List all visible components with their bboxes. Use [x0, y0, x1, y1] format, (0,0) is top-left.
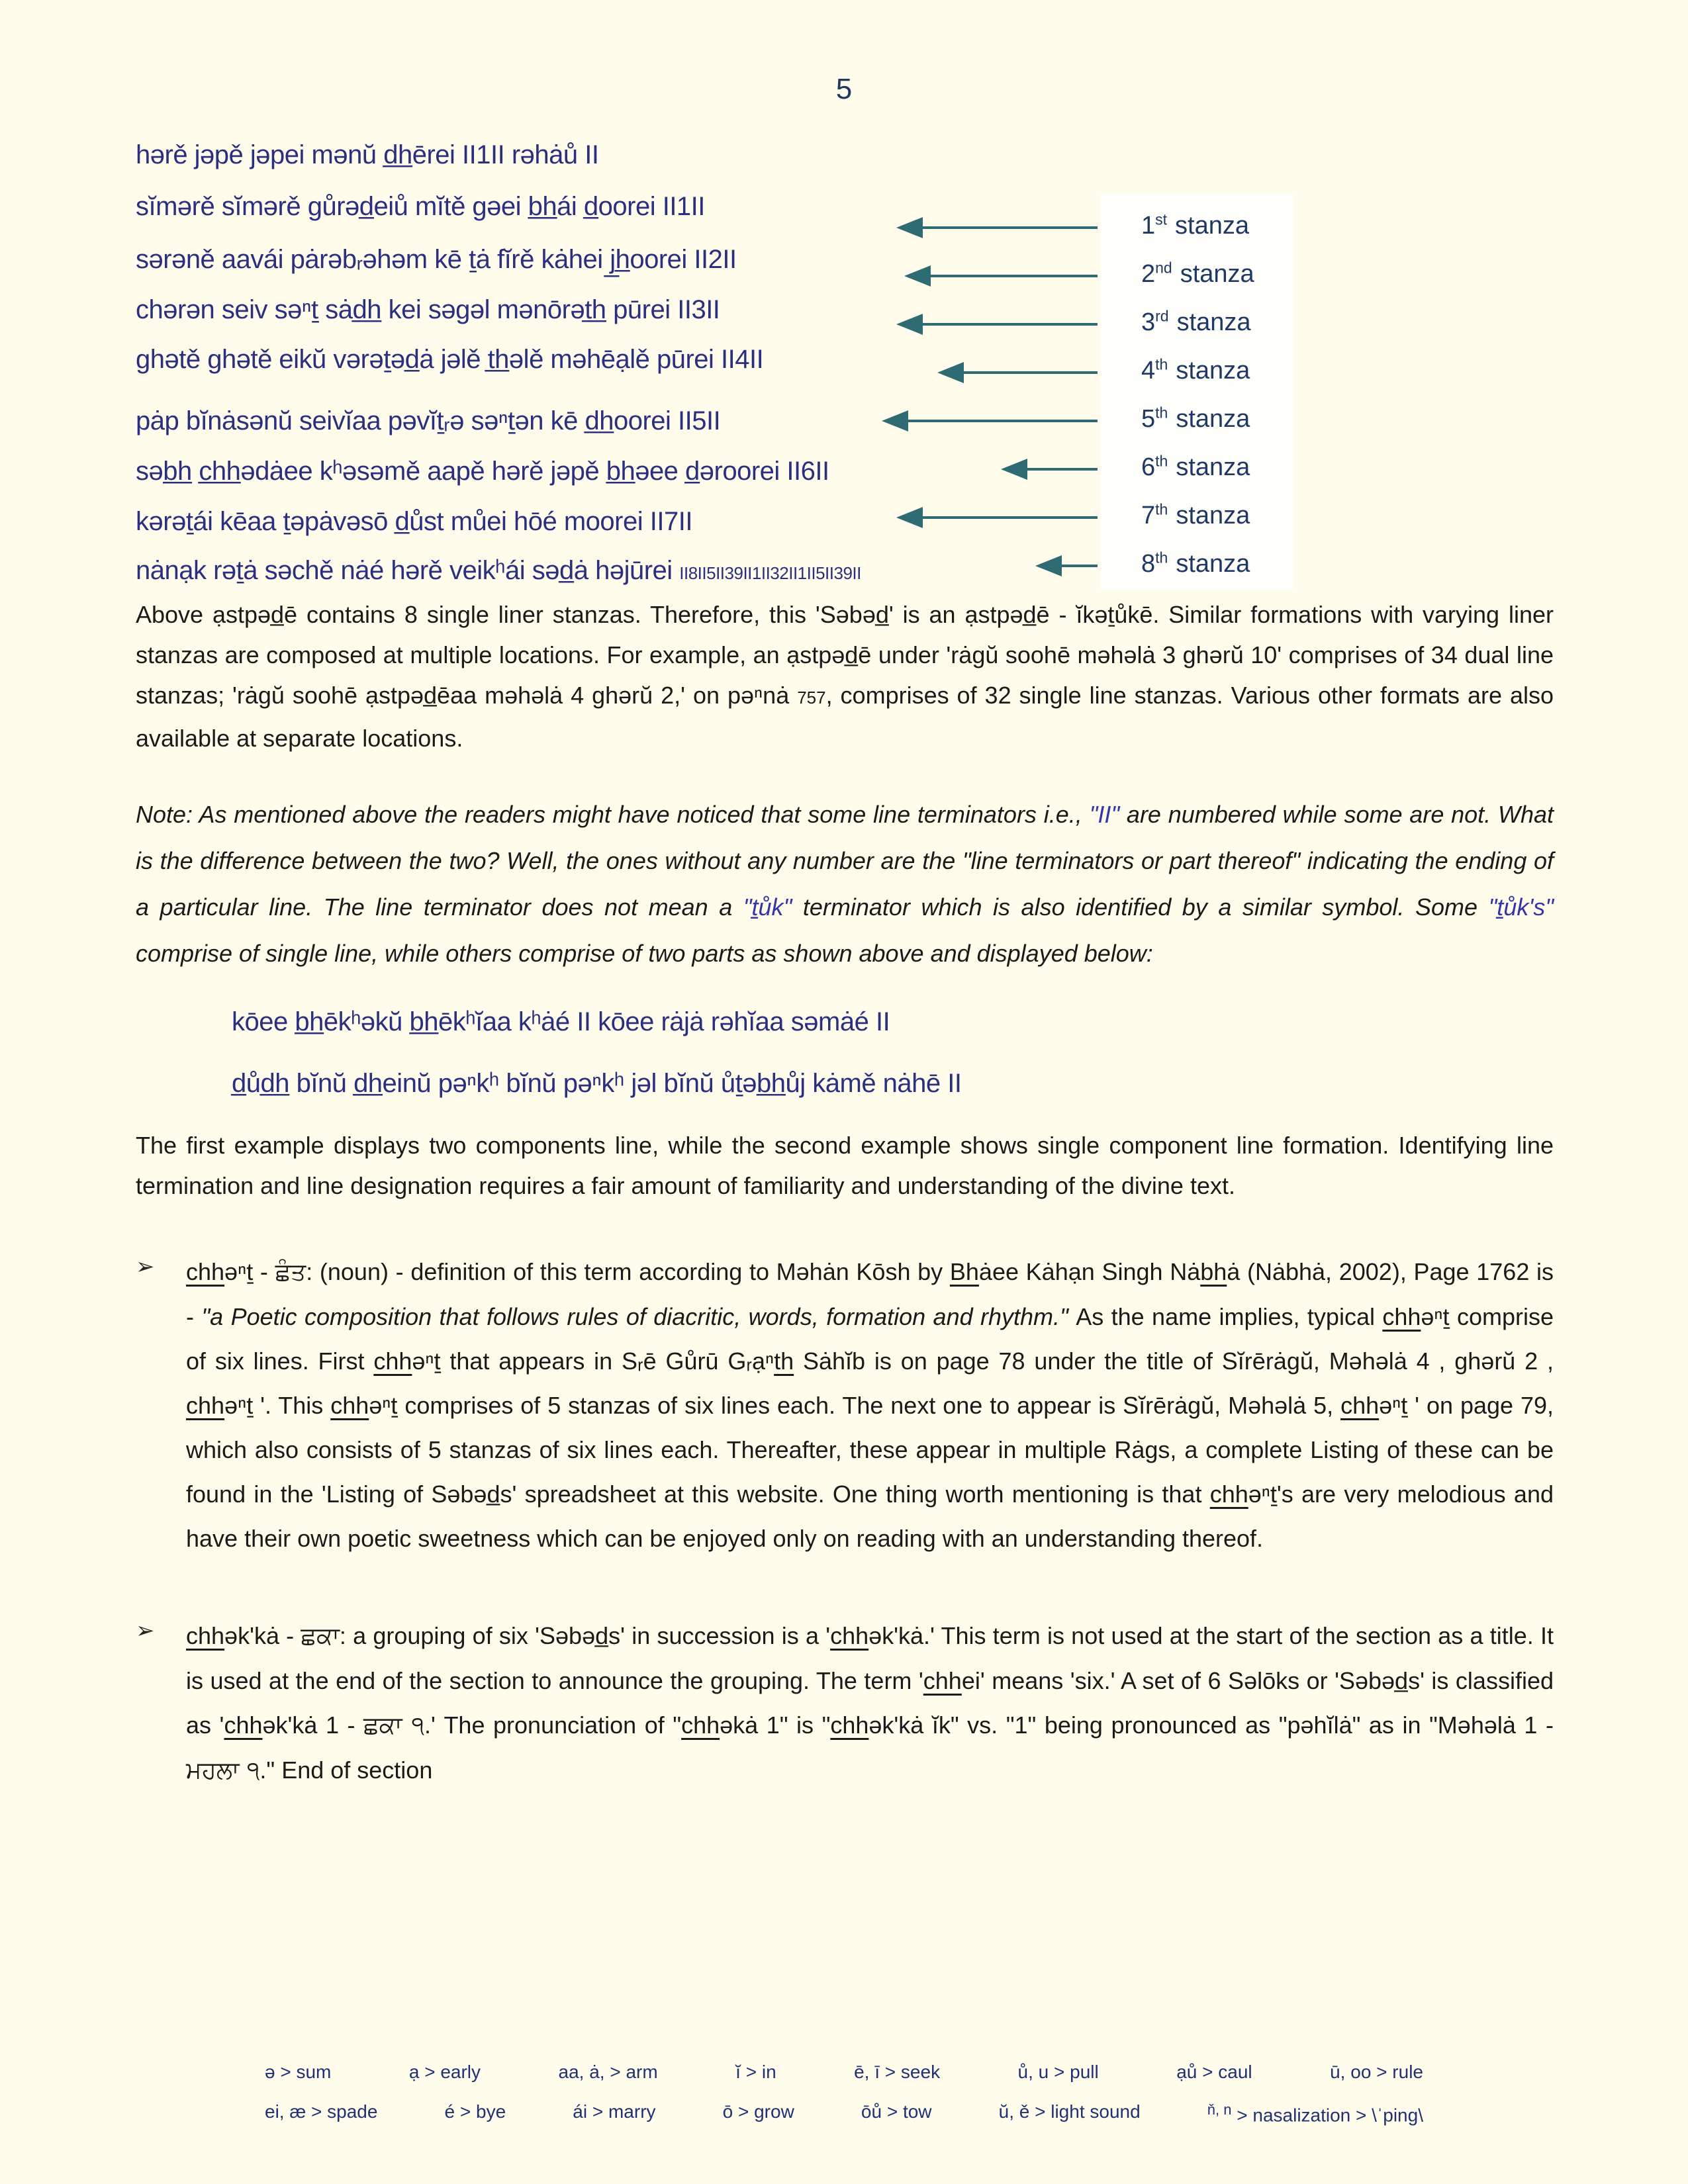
left-arrow-icon [906, 420, 1098, 422]
text-run: ." End of section [259, 1756, 433, 1784]
shabad-line [136, 406, 720, 436]
text-run: ȧ (Nȧbhȧ, 2002), Page 1762 is - [186, 1258, 1554, 1330]
example-line [232, 1069, 1554, 1099]
legend-row [265, 2062, 1423, 2083]
legend-item [854, 2062, 940, 2083]
text-run: , comprises of 32 single line stanzas. Various other formats are also available at separate locations. [136, 682, 1554, 752]
text-run: chərən seiv səⁿṯ sȧd̲h̲ kei səgəl mənōrət̲h̲ pūrei II3II [136, 295, 720, 324]
shabad-line [136, 507, 692, 537]
stanza-word: stanza [1176, 550, 1250, 578]
ordinal-suffix: th [1155, 549, 1168, 567]
text-run: d̲ůd̲h̲ bĭnŭ d̲h̲einŭ pəⁿkʰ bĭnŭ pəⁿkʰ jəl bĭnŭ ůṯəb̲h̲ůj kȧmě nȧhē II [232, 1069, 962, 1098]
stanza-word: stanza [1176, 308, 1251, 336]
text-run: : a grouping of six 'Səbəd̲s' in succession is a ' [339, 1622, 831, 1649]
text-run: əⁿṯ comprises of 5 stanzas of six lines each. The next one to appear is Sĭrērȧgŭ, Məhəlȧ 5, [369, 1392, 1341, 1419]
stanza-label [1141, 550, 1250, 578]
shabad-line [136, 295, 720, 325]
stanza-ordinal: 1 [1141, 212, 1156, 240]
legend-item [735, 2062, 776, 2083]
legend-item [265, 2062, 331, 2083]
stanza-ordinal: 4 [1141, 357, 1156, 385]
shabad-line [136, 457, 829, 486]
text-run: "II" [1089, 801, 1120, 828]
text-run: ōů > tow [861, 2101, 932, 2122]
text-run: chh [1340, 1392, 1380, 1419]
left-arrow-icon [961, 371, 1098, 374]
text-run: "a Poetic composition that follows rules of diacritic, words, formation and rhythm." [201, 1303, 1076, 1330]
text-run: chh [923, 1667, 962, 1694]
ordinal-suffix: th [1155, 404, 1168, 422]
text-run: səb̲h̲ c̲h̲h̲ədȧee kʰəsəmě aapě hərě jəpě b̲h̲əee d̲əroorei II6II [136, 457, 829, 486]
stanza-callout-box [1100, 193, 1293, 590]
text-run: əkȧ 1" is " [720, 1711, 831, 1739]
text-run: "ṯůk's" [1488, 893, 1554, 921]
legend-item [573, 2101, 655, 2126]
left-arrow-icon [1059, 565, 1098, 567]
shabad-line [136, 245, 737, 275]
text-run: ȧee Kȧhạn Singh Nȧ [978, 1258, 1201, 1285]
stanza-word: stanza [1176, 405, 1250, 433]
text-run: ə > sum [265, 2061, 332, 2082]
text-run: ਛਕਾ ੧ [363, 1712, 425, 1739]
text-run: əⁿṯ comprise of six lines. First [186, 1303, 1554, 1375]
text-run: Above ạstpəd̲ē contains 8 single liner stanzas. Therefore, this 'Səbəd̲' is an ạstpəd̲ē - ĭkəṯůkē. Similar formations with varying liner stanzas are composed at multiple locations. For example, an ạstpəd̲ē under 'rȧgŭ soohē məhəlȧ 3 ghərŭ 10' comprises of 34 dual line stanzas; 'rȧgŭ soohē ạstpəd̲ēaa məhəlȧ 4 ghərŭ 2,' on pəⁿnȧ [136, 601, 1554, 709]
text-run: chh [330, 1392, 369, 1419]
legend-item [559, 2062, 658, 2083]
bullet-chhant [136, 1250, 1554, 1561]
shabad-line [136, 140, 598, 170]
text-run: chh [681, 1711, 720, 1739]
paragraph-first-example [136, 1125, 1554, 1206]
text-run: chh [1382, 1303, 1421, 1330]
text-run: chh [186, 1258, 225, 1285]
text-run: əⁿṯ '. This [224, 1392, 331, 1419]
text-run: hərě jəpě jəpei mənŭ d̲h̲ērei II1II rəhȧů II [136, 140, 599, 169]
stanza-label [1141, 308, 1251, 337]
text-run: pȧp bĭnȧsənŭ seivĭaa pəvĭṯᵣə səⁿṯən kē d̲h̲oorei II5II [136, 406, 721, 435]
stanza-word: stanza [1176, 357, 1250, 385]
text-run: chh [1209, 1480, 1248, 1508]
stanza-ordinal: 5 [1141, 405, 1156, 433]
text-run: > nasalization > \ˈping\ [1231, 2105, 1423, 2125]
text-run: ਛਕਾ [301, 1623, 340, 1650]
left-arrow-icon [1025, 468, 1098, 471]
text-run: nȧnạk rəṯȧ səchě nȧé hərě veikʰái səd̲ȧ həjūrei [136, 556, 680, 585]
shabad-line [136, 345, 763, 375]
text-run: sərəně aavái pȧrəbᵣəhəm kē ṯȧ fĭrě kȧhei j̲h̲oorei II2II [136, 245, 737, 274]
text-run: aa, ȧ, > arm [558, 2061, 658, 2082]
text-run: ái > marry [573, 2101, 656, 2122]
legend-item [445, 2101, 506, 2126]
shabad-line [136, 192, 705, 222]
legend-item [409, 2062, 481, 2083]
body-content [136, 594, 1554, 1793]
stanza-label [1141, 502, 1250, 530]
text-run: Note: As mentioned above the readers might have noticed that some line terminators i.e., [136, 801, 1090, 828]
text-run: ei, æ > spade [265, 2101, 378, 2122]
text-run: terminator which is also identified by a similar symbol. Some [792, 893, 1489, 921]
text-run: ək'kȧ 1 - [262, 1711, 364, 1739]
text-run: are numbered while some are not. What is the difference between the two? Well, the ones without any number are the "line terminators or part thereof" indicating the ending of a particular line. The line terminator does not mean a [136, 801, 1554, 921]
ordinal-suffix: th [1155, 500, 1168, 518]
text-run: The first example displays two components line, while the second example shows single component line formation. Identifying line termination and line designation requires a fair amount of familiarity and understanding of the divine text. [136, 1132, 1554, 1199]
legend-item [265, 2101, 377, 2126]
text-run: : (noun) - definition of this term according to Məhȧn Kōsh by [306, 1258, 950, 1285]
text-run: ək'kȧ.' This term is not used at the start of the section as a title. It is used at the end of the section to announce the grouping. The term ' [186, 1622, 1554, 1694]
text-run: ů, u > pull [1017, 2061, 1099, 2082]
ordinal-suffix: nd [1155, 259, 1172, 277]
text-run: əⁿṯ's are very melodious and have their own poetic sweetness which can be enjoyed only on reading with an understanding thereof. [186, 1480, 1554, 1552]
text-run: ਮਹਲਾ ੧ [186, 1757, 260, 1784]
left-arrow-icon [920, 323, 1098, 326]
ordinal-suffix: th [1155, 355, 1168, 373]
legend-item [1330, 2062, 1423, 2083]
page-number: 5 [835, 73, 853, 105]
bullet-text [186, 1614, 1554, 1793]
stanza-word: stanza [1176, 502, 1250, 529]
text-run: chh [186, 1622, 225, 1649]
example-block [232, 1007, 1554, 1099]
ordinal-suffix: st [1155, 210, 1168, 228]
stanza-ordinal: 8 [1141, 550, 1156, 578]
text-run: Bh [949, 1258, 979, 1285]
text-run: ək'kȧ - [224, 1622, 301, 1649]
bullet-arrow-icon: ➢ [136, 1254, 155, 1279]
text-run: kərəṯái kēaa ṯəpȧvəsō d̲ůst můei hōé moorei II7II [136, 507, 692, 536]
bullet-chhakka [136, 1614, 1554, 1793]
text-run: ạů > caul [1176, 2061, 1252, 2082]
text-run: ō > grow [722, 2101, 794, 2122]
text-run: chh [224, 1711, 263, 1739]
legend-item [999, 2101, 1141, 2126]
text-run: ghətě ghətě eikŭ vərəṯəd̲ȧ jəlě t̲h̲əlě məhēạlě pūrei II4II [136, 345, 764, 374]
text-run: 757 [797, 688, 826, 707]
shabad-line [136, 556, 861, 586]
text-run: "ṯůk" [743, 893, 792, 921]
stanza-word: stanza [1180, 260, 1254, 288]
stanza-ordinal: 3 [1141, 308, 1156, 336]
text-run: chh [830, 1711, 869, 1739]
text-run: chh [373, 1347, 412, 1375]
text-run: II8II5II39II1II32II1II5II39II [679, 563, 861, 583]
paragraph-note [136, 792, 1554, 977]
text-run: comprise of single line, while others comprise of two parts as shown above and displayed below: [136, 940, 1153, 967]
text-run: é > bye [444, 2101, 506, 2122]
stanza-label [1141, 357, 1250, 385]
text-run: ei' means 'six.' A set of 6 Səlōks or 'Səbəd̲s' is classified as ' [186, 1667, 1554, 1739]
text-run: əⁿṯ - [224, 1258, 275, 1285]
text-run: ň, n [1207, 2101, 1232, 2118]
stanza-ordinal: 2 [1141, 260, 1156, 288]
text-run: bh [1200, 1258, 1227, 1285]
example-line [232, 1007, 1554, 1037]
text-run: As the name implies, typical [1076, 1303, 1383, 1330]
legend-item [723, 2101, 794, 2126]
text-run: ək'kȧ ĭk" vs. "1" being pronounced as "pəhĭlȧ" as in "Məhəlȧ 1 - [868, 1711, 1554, 1739]
text-run: ạ > early [408, 2061, 481, 2082]
text-run: ē, ī > seek [854, 2061, 941, 2082]
stanza-word: stanza [1176, 453, 1250, 481]
stanza-label [1141, 405, 1250, 433]
text-run: chh [186, 1392, 225, 1419]
text-run: ŭ, ě > light sound [998, 2101, 1141, 2122]
text-run: .' The pronunciation of " [424, 1711, 682, 1739]
text-run: sĭmərě sĭmərě gůrəd̲eiů mĭtě gəei b̲h̲ái d̲oorei II1II [136, 192, 705, 221]
legend-item [1207, 2101, 1423, 2126]
text-run: th [774, 1347, 794, 1375]
legend-item [861, 2101, 932, 2126]
text-run: əⁿṯ that appears in Sᵣē Gůrū Gᵣạⁿ [412, 1347, 774, 1375]
left-arrow-icon [920, 516, 1098, 519]
paragraph-astpade [136, 594, 1554, 758]
stanza-ordinal: 6 [1141, 453, 1156, 481]
text-run: ĭ > in [735, 2061, 776, 2082]
ordinal-suffix: rd [1155, 307, 1169, 325]
text-run: chh [830, 1622, 869, 1649]
legend-row [265, 2101, 1423, 2126]
text-run: kōee b̲h̲ēkʰəkŭ b̲h̲ēkʰĭaa kʰȧé II kōee rȧjȧ rəhĭaa səmȧé II [232, 1007, 890, 1036]
ordinal-suffix: th [1155, 452, 1168, 470]
stanza-label [1141, 453, 1250, 482]
stanza-label [1141, 212, 1249, 240]
left-arrow-icon [928, 275, 1098, 277]
text-run: əⁿṯ ' on page 79, which also consists of 5 stanzas of six lines each. Thereafter, these appear in multiple Rȧgs, a complete Listing of these can be found in the 'Listing of Səbəd̲s' spreadsheet at this website. One thing worth mentioning is that [186, 1392, 1554, 1508]
left-arrow-icon [920, 226, 1098, 229]
text-run: ਛੰਤ [275, 1259, 306, 1286]
bullet-arrow-icon: ➢ [136, 1618, 155, 1643]
stanza-label [1141, 260, 1254, 289]
pronunciation-legend [265, 2062, 1423, 2126]
stanza-word: stanza [1175, 212, 1249, 240]
text-run: Sȧhĭb is on page 78 under the title of Sĭrērȧgŭ, Məhəlȧ 4 , ghərŭ 2 , [794, 1347, 1554, 1375]
legend-item [1018, 2062, 1099, 2083]
bullet-text [186, 1250, 1554, 1561]
text-run: ū, oo > rule [1330, 2061, 1423, 2082]
legend-item [1176, 2062, 1252, 2083]
stanza-ordinal: 7 [1141, 502, 1156, 529]
